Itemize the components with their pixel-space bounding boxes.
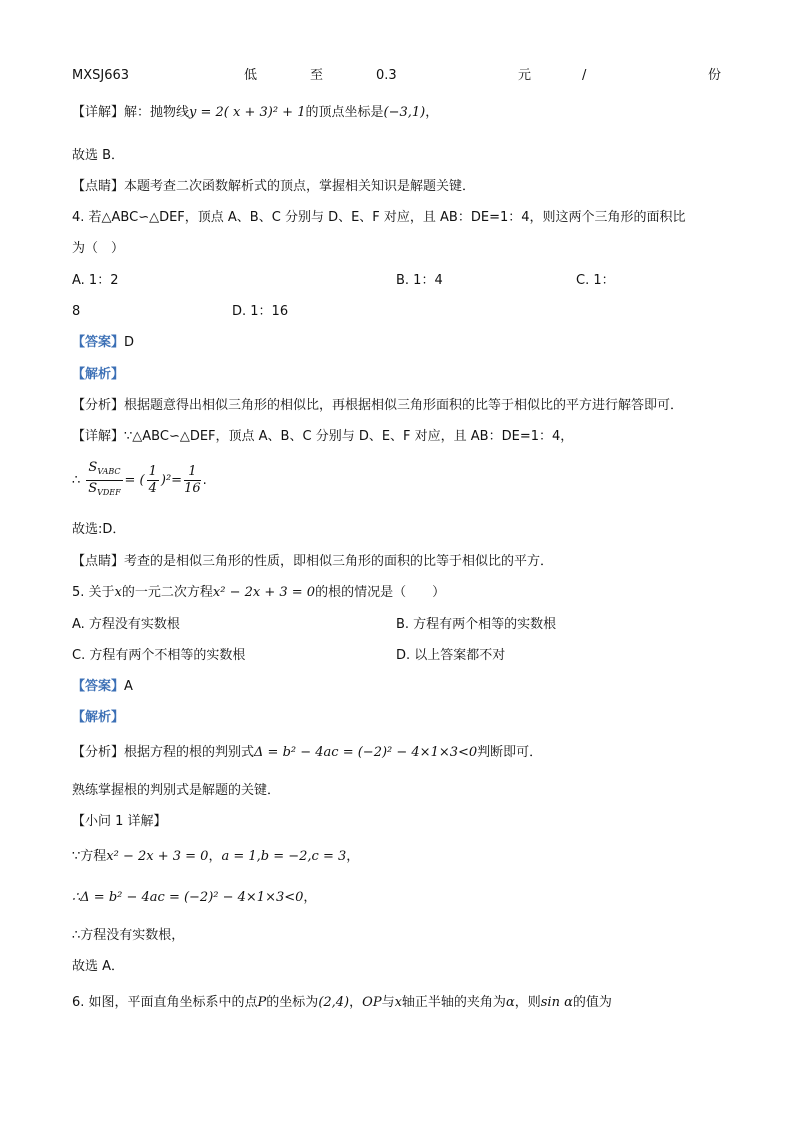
parabola-formula: y = 2( x + 3)² + 1 bbox=[189, 105, 306, 120]
stem-pre: 6. 如图，平面直角坐标系中的点 bbox=[72, 995, 258, 1010]
detail-end: ， bbox=[425, 105, 439, 120]
ratio-fraction bbox=[147, 464, 159, 497]
q5-option-a: A. 方程没有实数根 bbox=[72, 617, 180, 632]
area-s-num-sub: VABC bbox=[97, 467, 121, 476]
area-s-den-sub: VDEF bbox=[97, 488, 121, 497]
discriminant-formula: Δ = b² − 4ac = (−2)² − 4×1×3<0 bbox=[254, 745, 478, 760]
stem-end: 的值为 bbox=[572, 995, 612, 1010]
result-fraction bbox=[184, 464, 201, 497]
stem-pre: 5. 关于 bbox=[72, 585, 115, 600]
step2-end: ， bbox=[303, 890, 317, 905]
q5-sub-tag: 【小问 1 详解】 bbox=[72, 814, 167, 829]
sin-alpha: sin α bbox=[540, 995, 573, 1010]
fenxi-end: 判断即可． bbox=[477, 745, 543, 760]
detail-mid: 的顶点坐标是 bbox=[305, 105, 384, 120]
detail-text: ∵△ABC∽△DEF，顶点 A、B、C 分别与 D、E、F 对应，且 AB：DE=1：4， bbox=[124, 429, 574, 444]
therefore-symbol: ∴ bbox=[72, 473, 81, 488]
q4-option-b: B. 1：4 bbox=[396, 273, 443, 288]
q4-option-c: C. 1： bbox=[576, 273, 615, 288]
dianjing-text: 本题考查二次函数解析式的顶点，掌握相关知识是解题关键． bbox=[124, 179, 476, 194]
header-char-to: 至 bbox=[310, 68, 324, 83]
header-char-low: 低 bbox=[244, 68, 258, 83]
stem-mid: 的一元二次方程 bbox=[121, 585, 213, 600]
fenxi-pre: 根据方程的根的判别式 bbox=[124, 745, 255, 760]
var-x: x bbox=[114, 585, 122, 600]
fenxi-text: 根据题意得出相似三角形的相似比，再根据相似三角形面积的比等于相似比的平方进行解答即可． bbox=[124, 398, 684, 413]
header-char-fen: 份 bbox=[708, 68, 722, 83]
q4-stem-line1: 4. 若△ABC∽△DEF，顶点 A、B、C 分别与 D、E、F 对应，且 AB：DE=1：4，则这两个三角形的面积比 bbox=[72, 210, 686, 225]
dianjing-text: 考查的是相似三角形的性质，即相似三角形的面积的比等于相似比的平方． bbox=[124, 554, 554, 569]
area-fraction bbox=[86, 460, 122, 501]
q6-stem bbox=[72, 994, 612, 1012]
result-num: 1 bbox=[184, 464, 201, 481]
point-p: P bbox=[257, 995, 267, 1010]
stem-mid3: 与 bbox=[381, 995, 395, 1010]
answer-value: A bbox=[124, 679, 133, 694]
header-code: MXSJ663 bbox=[72, 68, 130, 83]
ratio-den: 4 bbox=[148, 481, 157, 496]
stem-end: 的根的情况是（ ） bbox=[315, 585, 446, 600]
q4-option-c-cont: 8 bbox=[72, 304, 81, 319]
q5-option-d: D. 以上答案都不对 bbox=[396, 648, 506, 663]
answer-tag: 【答案】 bbox=[72, 679, 125, 694]
q5-choose: 故选 A． bbox=[72, 959, 125, 974]
q4-option-d: D. 1：16 bbox=[232, 304, 289, 319]
vertex-coord: (−3,1) bbox=[383, 105, 426, 120]
stem-mid1: 的坐标为 bbox=[266, 995, 319, 1010]
q4-area-ratio-formula bbox=[72, 460, 207, 501]
angle-alpha: α bbox=[505, 995, 515, 1010]
detail-text: 解：抛物线 bbox=[124, 105, 190, 120]
q5-fenxi bbox=[72, 744, 542, 762]
q4-stem-line2: 为（ ） bbox=[72, 241, 125, 256]
detail-tag: 【详解】 bbox=[72, 105, 125, 120]
point-p-coord: (2,4) bbox=[318, 995, 350, 1010]
detail-tag: 【详解】 bbox=[72, 429, 125, 444]
dianjing-tag: 【点睛】 bbox=[72, 179, 125, 194]
q4-analysis-tag: 【解析】 bbox=[72, 367, 125, 382]
stem-mid5: ，则 bbox=[514, 995, 541, 1010]
q4-dianjing bbox=[72, 553, 553, 571]
ratio-num: 1 bbox=[148, 464, 157, 479]
fenxi-tag: 【分析】 bbox=[72, 398, 125, 413]
q5-option-c: C. 方程有两个不相等的实数根 bbox=[72, 648, 246, 663]
q5-step2 bbox=[72, 889, 316, 907]
q4-option-a: A. 1：2 bbox=[72, 273, 119, 288]
eq-end: . bbox=[202, 473, 207, 488]
stem-mid4: 轴正半轴的夹角为 bbox=[401, 995, 506, 1010]
segment-op: OP bbox=[362, 995, 382, 1010]
dianjing-tag: 【点睛】 bbox=[72, 554, 125, 569]
stem-mid2: ， bbox=[349, 995, 363, 1010]
var-x: x bbox=[394, 995, 402, 1010]
step1-pre: ∵方程 bbox=[72, 849, 107, 864]
q3-dianjing bbox=[72, 178, 475, 196]
step1-sep: ， bbox=[208, 849, 222, 864]
area-s-den: S bbox=[88, 481, 98, 496]
header-price: 0.3 bbox=[376, 68, 397, 83]
q5-key-line: 熟练掌握根的判别式是解题的关键． bbox=[72, 783, 281, 798]
step1-coefficients: a = 1,b = −2,c = 3 bbox=[221, 849, 347, 864]
q3-detail bbox=[72, 104, 438, 122]
step1-equation: x² − 2x + 3 = 0 bbox=[106, 849, 209, 864]
q4-fenxi bbox=[72, 397, 683, 415]
q4-answer bbox=[72, 334, 134, 352]
q4-choose: 故选:D． bbox=[72, 522, 126, 537]
header-slash: / bbox=[582, 68, 587, 83]
q3-choose: 故选 B． bbox=[72, 148, 125, 163]
q5-stem bbox=[72, 584, 445, 602]
area-s-num: S bbox=[88, 460, 98, 475]
header-char-yuan: 元 bbox=[518, 68, 532, 83]
result-den: 16 bbox=[184, 481, 201, 496]
eq-mid: = ( bbox=[124, 473, 145, 488]
q5-step3: ∴方程没有实数根， bbox=[72, 928, 185, 943]
q5-step1 bbox=[72, 848, 359, 866]
q5-analysis-tag: 【解析】 bbox=[72, 710, 125, 725]
step1-end: ， bbox=[346, 849, 360, 864]
eq-pow: )²= bbox=[160, 473, 183, 488]
fenxi-tag: 【分析】 bbox=[72, 745, 125, 760]
quadratic-equation: x² − 2x + 3 = 0 bbox=[212, 585, 316, 600]
q4-detail bbox=[72, 428, 573, 446]
step2-formula: ∴Δ = b² − 4ac = (−2)² − 4×1×3<0 bbox=[72, 890, 304, 905]
q5-answer bbox=[72, 678, 133, 696]
q5-option-b: B. 方程有两个相等的实数根 bbox=[396, 617, 557, 632]
answer-tag: 【答案】 bbox=[72, 335, 125, 350]
answer-value: D bbox=[124, 335, 135, 350]
